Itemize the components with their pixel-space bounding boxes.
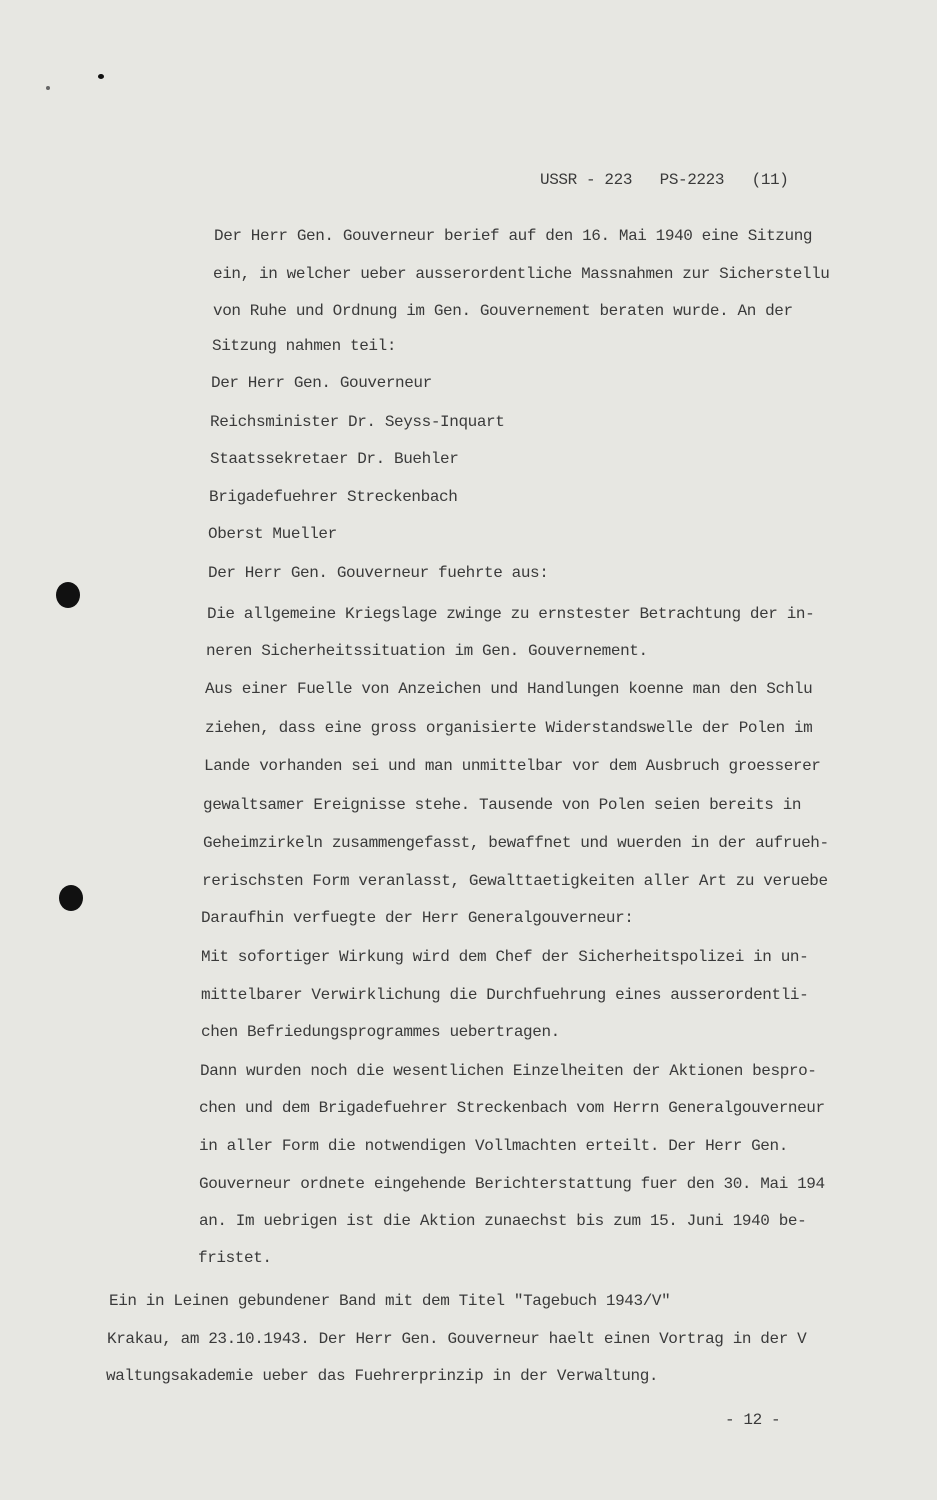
ink-speck — [98, 74, 104, 79]
ink-speck — [46, 86, 50, 90]
attendee-line: Staatssekretaer Dr. Buehler — [210, 450, 459, 468]
body-line: in aller Form die notwendigen Vollmachten erteilt. Der Herr Gen. — [199, 1137, 788, 1155]
body-line: neren Sicherheitssituation im Gen. Gouvernement. — [206, 642, 648, 660]
body-line: ein, in welcher ueber ausserordentliche Massnahmen zur Sicherstellu — [213, 265, 830, 283]
body-line: mittelbarer Verwirklichung die Durchfuehrung eines ausserordentli- — [201, 986, 809, 1004]
footer-line: waltungsakademie ueber das Fuehrerprinzip in der Verwaltung. — [106, 1367, 659, 1385]
punch-hole-bottom — [59, 885, 83, 911]
body-line: an. Im uebrigen ist die Aktion zunaechst bis zum 15. Juni 1940 be- — [199, 1212, 807, 1230]
body-line: Daraufhin verfuegte der Herr Generalgouverneur: — [201, 909, 634, 927]
body-line: Lande vorhanden sei und man unmittelbar vor dem Ausbruch groesserer — [204, 757, 821, 775]
body-line: gewaltsamer Ereignisse stehe. Tausende von Polen seien bereits in — [203, 796, 802, 814]
body-line: Geheimzirkeln zusammengefasst, bewaffnet und wuerden in der aufrueh- — [203, 834, 829, 852]
attendee-line: Reichsminister Dr. Seyss-Inquart — [210, 413, 505, 431]
body-line: chen Befriedungsprogrammes uebertragen. — [201, 1023, 560, 1041]
body-line: Der Herr Gen. Gouverneur berief auf den 16. Mai 1940 eine Sitzung — [214, 227, 813, 245]
body-line: von Ruhe und Ordnung im Gen. Gouvernement beraten wurde. An der — [213, 302, 793, 320]
body-line: Dann wurden noch die wesentlichen Einzelheiten der Aktionen bespro- — [200, 1062, 817, 1080]
body-line: Der Herr Gen. Gouverneur fuehrte aus: — [208, 564, 549, 582]
body-line: ziehen, dass eine gross organisierte Widerstandswelle der Polen im — [205, 719, 813, 737]
attendee-line: Brigadefuehrer Streckenbach — [209, 488, 458, 506]
page-number: - 12 - — [725, 1411, 781, 1429]
footer-line: Krakau, am 23.10.1943. Der Herr Gen. Gouverneur haelt einen Vortrag in der V — [107, 1330, 807, 1348]
body-line: chen und dem Brigadefuehrer Streckenbach vom Herrn Generalgouverneur — [199, 1099, 825, 1117]
body-line: Sitzung nahmen teil: — [212, 337, 397, 355]
attendee-line: Der Herr Gen. Gouverneur — [211, 374, 432, 392]
body-line: fristet. — [198, 1249, 272, 1267]
body-line: Gouverneur ordnete eingehende Berichterstattung fuer den 30. Mai 194 — [199, 1175, 825, 1193]
body-line: rerischsten Form veranlasst, Gewalttaetigkeiten aller Art zu veruebe — [202, 872, 828, 890]
body-line: Mit sofortiger Wirkung wird dem Chef der Sicherheitspolizei in un- — [201, 948, 809, 966]
document-reference: USSR - 223 PS-2223 (11) — [540, 171, 789, 189]
attendee-line: Oberst Mueller — [208, 525, 337, 543]
footer-line: Ein in Leinen gebundener Band mit dem Titel "Tagebuch 1943/V" — [109, 1292, 671, 1310]
punch-hole-top — [56, 582, 80, 608]
body-line: Aus einer Fuelle von Anzeichen und Handlungen koenne man den Schlu — [205, 680, 813, 698]
body-line: Die allgemeine Kriegslage zwinge zu ernstester Betrachtung der in- — [207, 605, 815, 623]
